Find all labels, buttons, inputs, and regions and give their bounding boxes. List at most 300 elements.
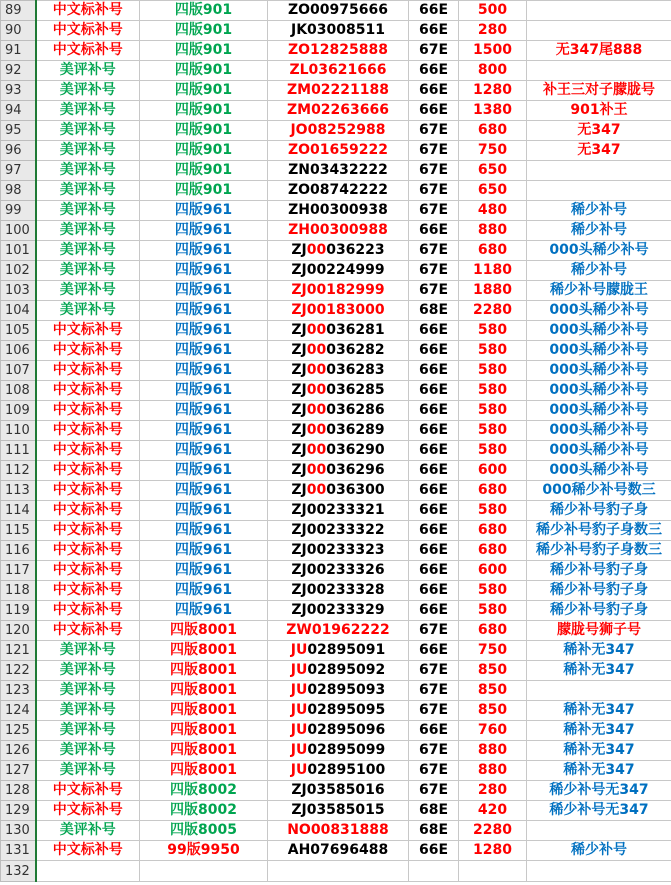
cell-note[interactable]: 稀少补号 <box>527 841 671 861</box>
cell-type[interactable]: 中文标补号 <box>36 781 140 801</box>
cell-note[interactable]: 稀少补号豹子身数三 <box>527 541 671 561</box>
row-number[interactable]: 121 <box>1 641 36 661</box>
cell-price[interactable]: 600 <box>459 461 527 481</box>
cell-note[interactable] <box>527 1 671 21</box>
cell-serial[interactable] <box>268 721 409 741</box>
cell-version[interactable]: 四版961 <box>140 201 268 221</box>
cell-version[interactable]: 四版961 <box>140 381 268 401</box>
cell-version[interactable]: 四版901 <box>140 181 268 201</box>
cell-version[interactable]: 四版8002 <box>140 781 268 801</box>
row-number[interactable]: 125 <box>1 721 36 741</box>
row-number[interactable]: 120 <box>1 621 36 641</box>
cell-version[interactable]: 四版8001 <box>140 661 268 681</box>
cell-type[interactable]: 美评补号 <box>36 741 140 761</box>
cell-note[interactable]: 稀少补号无347 <box>527 801 671 821</box>
cell-plate[interactable]: 66E <box>409 341 459 361</box>
cell-type[interactable]: 美评补号 <box>36 141 140 161</box>
cell-plate[interactable]: 67E <box>409 701 459 721</box>
cell-plate[interactable]: 66E <box>409 501 459 521</box>
cell-price[interactable]: 480 <box>459 201 527 221</box>
cell-serial[interactable] <box>268 781 409 801</box>
row-number[interactable]: 113 <box>1 481 36 501</box>
cell-price[interactable]: 880 <box>459 221 527 241</box>
cell-type[interactable]: 美评补号 <box>36 761 140 781</box>
cell-version[interactable]: 四版961 <box>140 341 268 361</box>
cell-version[interactable]: 四版901 <box>140 41 268 61</box>
cell-price[interactable]: 580 <box>459 361 527 381</box>
cell-type[interactable]: 美评补号 <box>36 701 140 721</box>
cell-serial[interactable] <box>268 361 409 381</box>
cell-note[interactable]: 朦胧号狮子号 <box>527 621 671 641</box>
cell-price[interactable]: 2280 <box>459 821 527 841</box>
cell-note[interactable]: 无347尾888 <box>527 41 671 61</box>
cell-type[interactable]: 中文标补号 <box>36 1 140 21</box>
cell-plate[interactable]: 67E <box>409 141 459 161</box>
cell-serial[interactable] <box>268 221 409 241</box>
cell-serial[interactable] <box>268 821 409 841</box>
cell-serial[interactable] <box>268 281 409 301</box>
cell-price[interactable]: 650 <box>459 161 527 181</box>
cell-note[interactable]: 000头稀少补号 <box>527 361 671 381</box>
cell-plate[interactable]: 67E <box>409 281 459 301</box>
cell-plate[interactable]: 67E <box>409 741 459 761</box>
cell-price[interactable]: 420 <box>459 801 527 821</box>
row-number[interactable]: 91 <box>1 41 36 61</box>
row-number[interactable]: 124 <box>1 701 36 721</box>
cell-type[interactable]: 中文标补号 <box>36 561 140 581</box>
cell-price[interactable]: 850 <box>459 701 527 721</box>
cell-plate[interactable]: 67E <box>409 181 459 201</box>
cell-note[interactable]: 稀少补号豹子身 <box>527 601 671 621</box>
cell-note[interactable] <box>527 21 671 41</box>
cell-note[interactable]: 稀少补号 <box>527 221 671 241</box>
cell-version[interactable]: 四版961 <box>140 601 268 621</box>
cell-version[interactable]: 四版961 <box>140 361 268 381</box>
cell-type[interactable]: 美评补号 <box>36 81 140 101</box>
cell-price[interactable]: 580 <box>459 501 527 521</box>
cell-plate[interactable]: 67E <box>409 161 459 181</box>
cell-price[interactable]: 600 <box>459 561 527 581</box>
cell-version[interactable]: 四版901 <box>140 1 268 21</box>
cell-type[interactable]: 中文标补号 <box>36 481 140 501</box>
cell-version[interactable]: 四版961 <box>140 581 268 601</box>
cell-price[interactable]: 580 <box>459 601 527 621</box>
empty-cell[interactable] <box>36 861 140 882</box>
cell-plate[interactable]: 66E <box>409 601 459 621</box>
cell-version[interactable]: 99版9950 <box>140 841 268 861</box>
row-number[interactable]: 127 <box>1 761 36 781</box>
cell-type[interactable]: 中文标补号 <box>36 321 140 341</box>
cell-serial[interactable] <box>268 561 409 581</box>
cell-serial[interactable] <box>268 441 409 461</box>
cell-price[interactable]: 1500 <box>459 41 527 61</box>
cell-price[interactable]: 880 <box>459 741 527 761</box>
cell-version[interactable]: 四版8002 <box>140 801 268 821</box>
cell-plate[interactable]: 67E <box>409 761 459 781</box>
cell-serial[interactable] <box>268 421 409 441</box>
row-number[interactable]: 89 <box>1 1 36 21</box>
cell-type[interactable]: 中文标补号 <box>36 421 140 441</box>
cell-plate[interactable]: 66E <box>409 561 459 581</box>
cell-note[interactable]: 无347 <box>527 121 671 141</box>
cell-type[interactable]: 美评补号 <box>36 161 140 181</box>
cell-serial[interactable] <box>268 161 409 181</box>
cell-note[interactable] <box>527 681 671 701</box>
row-number[interactable]: 102 <box>1 261 36 281</box>
cell-type[interactable]: 美评补号 <box>36 241 140 261</box>
row-number[interactable]: 94 <box>1 101 36 121</box>
cell-plate[interactable]: 67E <box>409 201 459 221</box>
cell-note[interactable]: 稀补无347 <box>527 761 671 781</box>
cell-price[interactable]: 680 <box>459 241 527 261</box>
cell-note[interactable]: 稀少补号豹子身 <box>527 561 671 581</box>
row-number[interactable]: 114 <box>1 501 36 521</box>
cell-type[interactable]: 美评补号 <box>36 261 140 281</box>
cell-plate[interactable]: 66E <box>409 101 459 121</box>
cell-note[interactable]: 稀少补号豹子身数三 <box>527 521 671 541</box>
empty-cell[interactable] <box>268 861 409 882</box>
cell-plate[interactable]: 66E <box>409 441 459 461</box>
cell-plate[interactable]: 67E <box>409 41 459 61</box>
cell-serial[interactable] <box>268 581 409 601</box>
cell-note[interactable]: 000头稀少补号 <box>527 321 671 341</box>
cell-type[interactable]: 美评补号 <box>36 641 140 661</box>
row-number[interactable]: 100 <box>1 221 36 241</box>
empty-cell[interactable] <box>409 861 459 882</box>
cell-type[interactable]: 美评补号 <box>36 821 140 841</box>
cell-plate[interactable]: 66E <box>409 541 459 561</box>
cell-serial[interactable] <box>268 81 409 101</box>
cell-note[interactable]: 稀少补号朦胧王 <box>527 281 671 301</box>
cell-plate[interactable]: 66E <box>409 221 459 241</box>
empty-cell[interactable] <box>459 861 527 882</box>
cell-price[interactable]: 500 <box>459 1 527 21</box>
row-number[interactable]: 104 <box>1 301 36 321</box>
cell-serial[interactable] <box>268 761 409 781</box>
cell-type[interactable]: 中文标补号 <box>36 441 140 461</box>
cell-note[interactable]: 000稀少补号数三 <box>527 481 671 501</box>
cell-price[interactable]: 680 <box>459 621 527 641</box>
row-number[interactable]: 93 <box>1 81 36 101</box>
cell-type[interactable]: 美评补号 <box>36 181 140 201</box>
cell-plate[interactable]: 66E <box>409 81 459 101</box>
cell-price[interactable]: 580 <box>459 341 527 361</box>
cell-note[interactable]: 稀补无347 <box>527 701 671 721</box>
cell-price[interactable]: 750 <box>459 641 527 661</box>
cell-note[interactable]: 稀补无347 <box>527 721 671 741</box>
cell-version[interactable]: 四版8001 <box>140 621 268 641</box>
row-number[interactable]: 111 <box>1 441 36 461</box>
cell-type[interactable]: 中文标补号 <box>36 541 140 561</box>
cell-serial[interactable] <box>268 701 409 721</box>
cell-plate[interactable]: 66E <box>409 1 459 21</box>
cell-version[interactable]: 四版961 <box>140 401 268 421</box>
cell-price[interactable]: 580 <box>459 421 527 441</box>
cell-plate[interactable]: 66E <box>409 61 459 81</box>
cell-serial[interactable] <box>268 661 409 681</box>
row-number[interactable]: 109 <box>1 401 36 421</box>
cell-note[interactable]: 稀少补号 <box>527 261 671 281</box>
cell-serial[interactable] <box>268 41 409 61</box>
cell-version[interactable]: 四版8001 <box>140 721 268 741</box>
row-number[interactable]: 112 <box>1 461 36 481</box>
cell-version[interactable]: 四版961 <box>140 321 268 341</box>
cell-plate[interactable]: 67E <box>409 241 459 261</box>
cell-type[interactable]: 中文标补号 <box>36 461 140 481</box>
cell-version[interactable]: 四版961 <box>140 221 268 241</box>
cell-type[interactable]: 美评补号 <box>36 101 140 121</box>
cell-note[interactable]: 000头稀少补号 <box>527 441 671 461</box>
cell-version[interactable]: 四版961 <box>140 301 268 321</box>
cell-price[interactable]: 580 <box>459 401 527 421</box>
cell-note[interactable]: 000头稀少补号 <box>527 301 671 321</box>
cell-plate[interactable]: 66E <box>409 401 459 421</box>
cell-note[interactable]: 稀少补号无347 <box>527 781 671 801</box>
cell-version[interactable]: 四版8001 <box>140 761 268 781</box>
cell-price[interactable]: 580 <box>459 321 527 341</box>
cell-type[interactable]: 中文标补号 <box>36 401 140 421</box>
cell-version[interactable]: 四版961 <box>140 521 268 541</box>
cell-note[interactable]: 无347 <box>527 141 671 161</box>
cell-price[interactable]: 800 <box>459 61 527 81</box>
cell-type[interactable]: 中文标补号 <box>36 621 140 641</box>
cell-type[interactable]: 美评补号 <box>36 661 140 681</box>
cell-serial[interactable] <box>268 601 409 621</box>
cell-note[interactable] <box>527 161 671 181</box>
row-number[interactable]: 128 <box>1 781 36 801</box>
cell-serial[interactable] <box>268 181 409 201</box>
row-number[interactable]: 97 <box>1 161 36 181</box>
cell-note[interactable] <box>527 181 671 201</box>
cell-type[interactable]: 美评补号 <box>36 301 140 321</box>
cell-type[interactable]: 美评补号 <box>36 201 140 221</box>
cell-plate[interactable]: 66E <box>409 841 459 861</box>
cell-serial[interactable] <box>268 1 409 21</box>
cell-note[interactable]: 000头稀少补号 <box>527 461 671 481</box>
cell-version[interactable]: 四版8005 <box>140 821 268 841</box>
cell-serial[interactable] <box>268 61 409 81</box>
cell-version[interactable]: 四版961 <box>140 421 268 441</box>
cell-version[interactable]: 四版8001 <box>140 641 268 661</box>
cell-price[interactable]: 280 <box>459 21 527 41</box>
cell-plate[interactable]: 66E <box>409 21 459 41</box>
cell-note[interactable]: 稀少补号豹子身 <box>527 501 671 521</box>
cell-type[interactable]: 美评补号 <box>36 681 140 701</box>
cell-type[interactable]: 中文标补号 <box>36 501 140 521</box>
cell-serial[interactable] <box>268 201 409 221</box>
cell-serial[interactable] <box>268 121 409 141</box>
cell-plate[interactable]: 66E <box>409 581 459 601</box>
cell-plate[interactable]: 66E <box>409 421 459 441</box>
row-number[interactable]: 108 <box>1 381 36 401</box>
cell-serial[interactable] <box>268 681 409 701</box>
cell-note[interactable]: 稀补无347 <box>527 741 671 761</box>
cell-plate[interactable]: 68E <box>409 821 459 841</box>
cell-serial[interactable] <box>268 621 409 641</box>
cell-serial[interactable] <box>268 241 409 261</box>
cell-serial[interactable] <box>268 741 409 761</box>
cell-serial[interactable] <box>268 801 409 821</box>
cell-plate[interactable]: 67E <box>409 621 459 641</box>
cell-plate[interactable]: 66E <box>409 641 459 661</box>
cell-version[interactable]: 四版961 <box>140 481 268 501</box>
cell-serial[interactable] <box>268 401 409 421</box>
cell-version[interactable]: 四版901 <box>140 161 268 181</box>
cell-version[interactable]: 四版8001 <box>140 701 268 721</box>
cell-price[interactable]: 580 <box>459 581 527 601</box>
row-number[interactable]: 99 <box>1 201 36 221</box>
row-number[interactable]: 98 <box>1 181 36 201</box>
cell-plate[interactable]: 67E <box>409 261 459 281</box>
cell-version[interactable]: 四版961 <box>140 281 268 301</box>
cell-serial[interactable] <box>268 141 409 161</box>
row-number[interactable]: 131 <box>1 841 36 861</box>
cell-type[interactable]: 中文标补号 <box>36 581 140 601</box>
cell-serial[interactable] <box>268 21 409 41</box>
cell-plate[interactable]: 68E <box>409 301 459 321</box>
cell-price[interactable]: 680 <box>459 521 527 541</box>
cell-serial[interactable] <box>268 461 409 481</box>
row-number[interactable]: 92 <box>1 61 36 81</box>
row-number[interactable]: 129 <box>1 801 36 821</box>
cell-serial[interactable] <box>268 541 409 561</box>
cell-price[interactable]: 750 <box>459 141 527 161</box>
cell-version[interactable]: 四版961 <box>140 501 268 521</box>
cell-type[interactable]: 中文标补号 <box>36 801 140 821</box>
cell-type[interactable]: 中文标补号 <box>36 521 140 541</box>
row-number[interactable]: 118 <box>1 581 36 601</box>
cell-serial[interactable] <box>268 341 409 361</box>
cell-note[interactable]: 901补王 <box>527 101 671 121</box>
cell-note[interactable]: 补王三对子朦胧号 <box>527 81 671 101</box>
cell-note[interactable]: 稀少补号 <box>527 201 671 221</box>
cell-version[interactable]: 四版961 <box>140 261 268 281</box>
cell-price[interactable]: 1280 <box>459 81 527 101</box>
cell-price[interactable]: 880 <box>459 761 527 781</box>
cell-type[interactable]: 美评补号 <box>36 221 140 241</box>
cell-plate[interactable]: 66E <box>409 381 459 401</box>
row-number[interactable]: 95 <box>1 121 36 141</box>
row-number[interactable]: 123 <box>1 681 36 701</box>
row-number[interactable]: 110 <box>1 421 36 441</box>
cell-price[interactable]: 1880 <box>459 281 527 301</box>
cell-price[interactable]: 1180 <box>459 261 527 281</box>
row-number[interactable]: 107 <box>1 361 36 381</box>
cell-version[interactable]: 四版901 <box>140 141 268 161</box>
empty-cell[interactable] <box>527 861 671 882</box>
cell-type[interactable]: 中文标补号 <box>36 341 140 361</box>
cell-version[interactable]: 四版961 <box>140 561 268 581</box>
row-number[interactable]: 119 <box>1 601 36 621</box>
cell-version[interactable]: 四版901 <box>140 61 268 81</box>
cell-note[interactable]: 稀补无347 <box>527 661 671 681</box>
cell-plate[interactable]: 68E <box>409 801 459 821</box>
cell-serial[interactable] <box>268 301 409 321</box>
cell-serial[interactable] <box>268 521 409 541</box>
cell-note[interactable]: 000头稀少补号 <box>527 421 671 441</box>
cell-plate[interactable]: 66E <box>409 721 459 741</box>
cell-price[interactable]: 1380 <box>459 101 527 121</box>
cell-version[interactable]: 四版8001 <box>140 681 268 701</box>
row-number[interactable]: 126 <box>1 741 36 761</box>
cell-version[interactable]: 四版901 <box>140 21 268 41</box>
cell-price[interactable]: 850 <box>459 681 527 701</box>
cell-plate[interactable]: 67E <box>409 121 459 141</box>
row-number[interactable]: 117 <box>1 561 36 581</box>
row-number[interactable]: 130 <box>1 821 36 841</box>
cell-version[interactable]: 四版961 <box>140 541 268 561</box>
cell-type[interactable]: 中文标补号 <box>36 21 140 41</box>
cell-version[interactable]: 四版901 <box>140 121 268 141</box>
cell-plate[interactable]: 66E <box>409 361 459 381</box>
cell-version[interactable]: 四版961 <box>140 241 268 261</box>
cell-type[interactable]: 中文标补号 <box>36 41 140 61</box>
cell-note[interactable]: 000头稀少补号 <box>527 381 671 401</box>
cell-type[interactable]: 中文标补号 <box>36 601 140 621</box>
cell-serial[interactable] <box>268 381 409 401</box>
cell-plate[interactable]: 66E <box>409 521 459 541</box>
cell-serial[interactable] <box>268 321 409 341</box>
row-number[interactable]: 122 <box>1 661 36 681</box>
row-number[interactable]: 116 <box>1 541 36 561</box>
row-number[interactable]: 90 <box>1 21 36 41</box>
cell-type[interactable]: 中文标补号 <box>36 381 140 401</box>
cell-note[interactable] <box>527 821 671 841</box>
cell-price[interactable]: 580 <box>459 381 527 401</box>
cell-note[interactable] <box>527 61 671 81</box>
cell-note[interactable]: 000头稀少补号 <box>527 241 671 261</box>
cell-plate[interactable]: 66E <box>409 321 459 341</box>
row-number[interactable]: 132 <box>1 861 36 882</box>
cell-type[interactable]: 美评补号 <box>36 121 140 141</box>
cell-version[interactable]: 四版8001 <box>140 741 268 761</box>
cell-price[interactable]: 850 <box>459 661 527 681</box>
cell-price[interactable]: 2280 <box>459 301 527 321</box>
cell-serial[interactable] <box>268 641 409 661</box>
row-number[interactable]: 106 <box>1 341 36 361</box>
cell-plate[interactable]: 67E <box>409 661 459 681</box>
cell-price[interactable]: 650 <box>459 181 527 201</box>
cell-note[interactable]: 稀补无347 <box>527 641 671 661</box>
row-number[interactable]: 101 <box>1 241 36 261</box>
cell-note[interactable]: 稀少补号豹子身 <box>527 581 671 601</box>
cell-price[interactable]: 680 <box>459 481 527 501</box>
cell-serial[interactable] <box>268 481 409 501</box>
cell-type[interactable]: 美评补号 <box>36 721 140 741</box>
cell-version[interactable]: 四版961 <box>140 441 268 461</box>
cell-serial[interactable] <box>268 501 409 521</box>
row-number[interactable]: 105 <box>1 321 36 341</box>
cell-version[interactable]: 四版961 <box>140 461 268 481</box>
cell-price[interactable]: 680 <box>459 121 527 141</box>
cell-note[interactable]: 000头稀少补号 <box>527 341 671 361</box>
cell-plate[interactable]: 66E <box>409 481 459 501</box>
cell-price[interactable]: 280 <box>459 781 527 801</box>
cell-plate[interactable]: 66E <box>409 461 459 481</box>
cell-price[interactable]: 760 <box>459 721 527 741</box>
cell-serial[interactable] <box>268 101 409 121</box>
cell-serial[interactable] <box>268 261 409 281</box>
empty-cell[interactable] <box>140 861 268 882</box>
cell-type[interactable]: 中文标补号 <box>36 361 140 381</box>
cell-plate[interactable]: 67E <box>409 781 459 801</box>
cell-type[interactable]: 美评补号 <box>36 281 140 301</box>
row-number[interactable]: 115 <box>1 521 36 541</box>
cell-version[interactable]: 四版901 <box>140 81 268 101</box>
row-number[interactable]: 103 <box>1 281 36 301</box>
cell-price[interactable]: 1280 <box>459 841 527 861</box>
cell-note[interactable]: 000头稀少补号 <box>527 401 671 421</box>
